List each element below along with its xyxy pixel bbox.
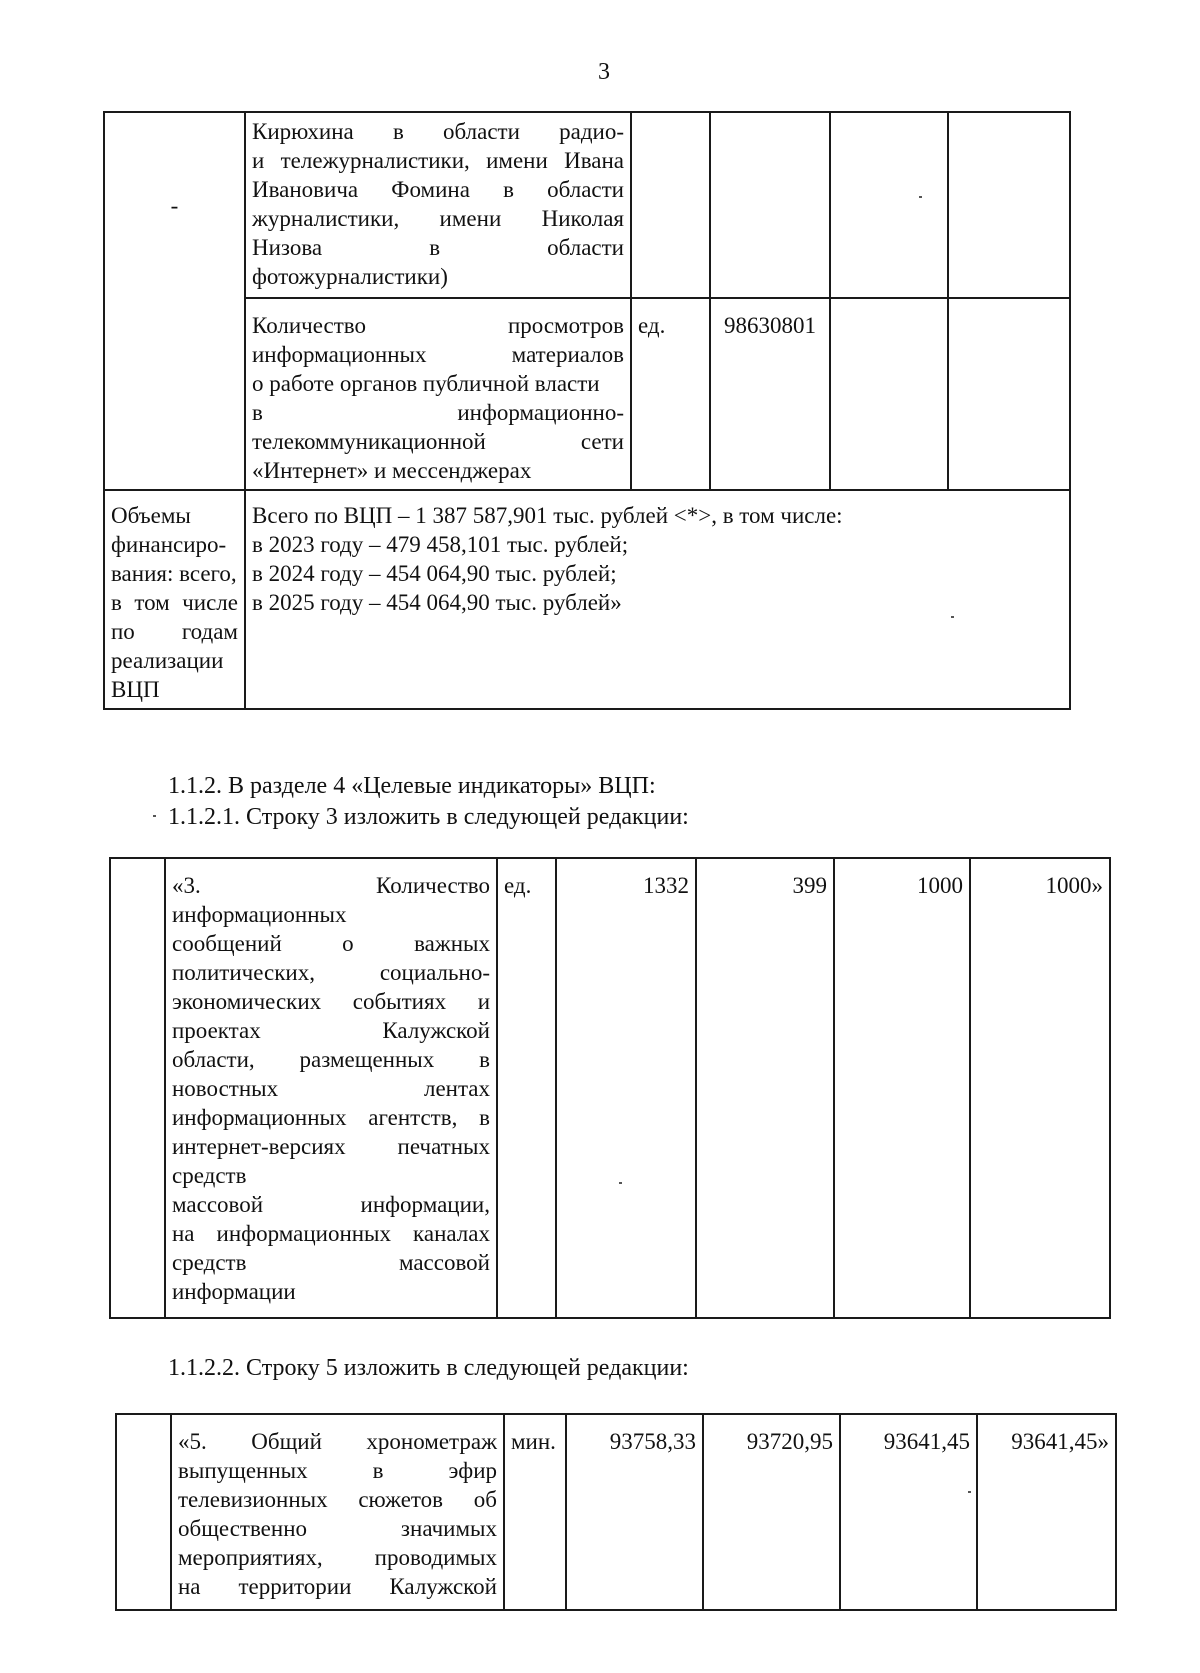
unit-cell: ед. (631, 298, 710, 490)
text-line: «3. Количество (172, 873, 490, 898)
value-cell (830, 112, 948, 298)
text-line: в том числе (111, 590, 238, 615)
text-line: Низова в области (252, 235, 624, 260)
text-line: фотожурналистики) (252, 264, 448, 289)
value-cell: 98630801 (710, 298, 830, 490)
text-line: финансиро- (111, 532, 227, 557)
text-line: телевизионных сюжетов об (178, 1487, 497, 1512)
text-line: средств (172, 1163, 247, 1188)
text-line: информационных материалов (252, 342, 624, 367)
row-number-cell (110, 858, 165, 1318)
unit-cell (631, 112, 710, 298)
text-line: мероприятиях, проводимых (178, 1545, 497, 1570)
text-line: новостных лентах (172, 1076, 490, 1101)
text-line: информации (172, 1279, 296, 1304)
text-line: информационных агентств, в (172, 1105, 490, 1130)
text-line: в информационно- (252, 400, 624, 425)
value-cell: 93720,95 (703, 1414, 840, 1610)
text-line: журналистики, имени Николая (252, 206, 624, 231)
indicator-name-cell (171, 1414, 504, 1610)
row-label-cell (104, 112, 245, 490)
scan-speck (153, 815, 156, 817)
indicator-5-table (115, 1413, 1117, 1611)
text-line: сообщений о важных (172, 931, 490, 956)
finance-2024: в 2024 году – 454 064,90 тыс. рублей; (252, 561, 617, 586)
text-line: Кирюхина в области радио- (252, 119, 624, 144)
dash-mark: - (170, 192, 179, 218)
finance-total: Всего по ВЦП – 1 387 587,901 тыс. рублей <*>, в том числе: (252, 503, 843, 528)
paragraph-1-1-2-1: 1.1.2.1. Строку 3 изложить в следующей редакции: (168, 804, 689, 830)
table-row (110, 858, 1110, 1318)
table-row (104, 112, 1070, 298)
value-cell (948, 298, 1070, 490)
indicator-name-cell (245, 112, 631, 298)
scan-speck (619, 1182, 622, 1184)
program-table (103, 111, 1071, 710)
unit-cell: ед. (497, 858, 556, 1318)
text-line: вания: всего, (111, 561, 237, 586)
finance-2023: в 2023 году – 479 458,101 тыс. рублей; (252, 532, 629, 557)
value-cell: 93758,33 (566, 1414, 703, 1610)
paragraph-1-1-2-2: 1.1.2.2. Строку 5 изложить в следующей редакции: (168, 1355, 689, 1381)
text-line: о работе органов публичной власти (252, 371, 600, 396)
text-line: области, размещенных в (172, 1047, 490, 1072)
text-line: выпущенных в эфир (178, 1458, 497, 1483)
text-line: на информационных каналах (172, 1221, 490, 1246)
value-cell: 1000» (970, 858, 1110, 1318)
text-line: информационных (172, 902, 347, 927)
text-line: интернет-версиях печатных (172, 1134, 490, 1159)
text-line: по годам (111, 619, 238, 644)
text-line: и тележурналистики, имени Ивана (252, 148, 624, 173)
finance-2025: в 2025 году – 454 064,90 тыс. рублей» (252, 590, 622, 615)
finance-text-cell (245, 490, 1070, 709)
text-line: ВЦП (111, 677, 160, 702)
text-line: средств массовой (172, 1250, 490, 1275)
text-line: телекоммуникационной сети (252, 429, 624, 454)
value-cell: 93641,45 (840, 1414, 977, 1610)
value-cell: 93641,45» (977, 1414, 1116, 1610)
value-cell (710, 112, 830, 298)
text-line: реализации (111, 648, 224, 673)
value-cell (830, 298, 948, 490)
table-row (104, 298, 1070, 490)
finance-row (104, 490, 1070, 709)
text-line: политических, социально- (172, 960, 490, 985)
value-cell (948, 112, 1070, 298)
value-cell: 399 (696, 858, 834, 1318)
scan-speck (968, 1491, 971, 1493)
scan-speck (951, 616, 954, 618)
paragraph-1-1-2: 1.1.2. В разделе 4 «Целевые индикаторы» ВЦП: (168, 773, 656, 799)
text-line: «5. Общий хронометраж (178, 1429, 497, 1454)
indicator-name-cell (165, 858, 497, 1318)
text-line: Количество просмотров (252, 313, 624, 338)
text-line: проектах Калужской (172, 1018, 490, 1043)
text-line: общественно значимых (178, 1516, 497, 1541)
finance-label-cell (104, 490, 245, 709)
indicator-3-table (109, 857, 1111, 1319)
indicator-name-cell (245, 298, 631, 490)
row-number-cell (116, 1414, 171, 1610)
scan-speck (919, 196, 922, 198)
text-line: «Интернет» и мессенджерах (252, 458, 532, 483)
text-line: Ивановича Фомина в области (252, 177, 624, 202)
page-number: 3 (598, 59, 610, 85)
text-line: массовой информации, (172, 1192, 490, 1217)
text-line: экономических событиях и (172, 989, 490, 1014)
table-row (116, 1414, 1116, 1610)
value-cell: 1332 (556, 858, 696, 1318)
text-line: на территории Калужской (178, 1574, 497, 1599)
text-line: Объемы (111, 503, 191, 528)
value-cell: 1000 (834, 858, 970, 1318)
unit-cell: мин. (504, 1414, 566, 1610)
